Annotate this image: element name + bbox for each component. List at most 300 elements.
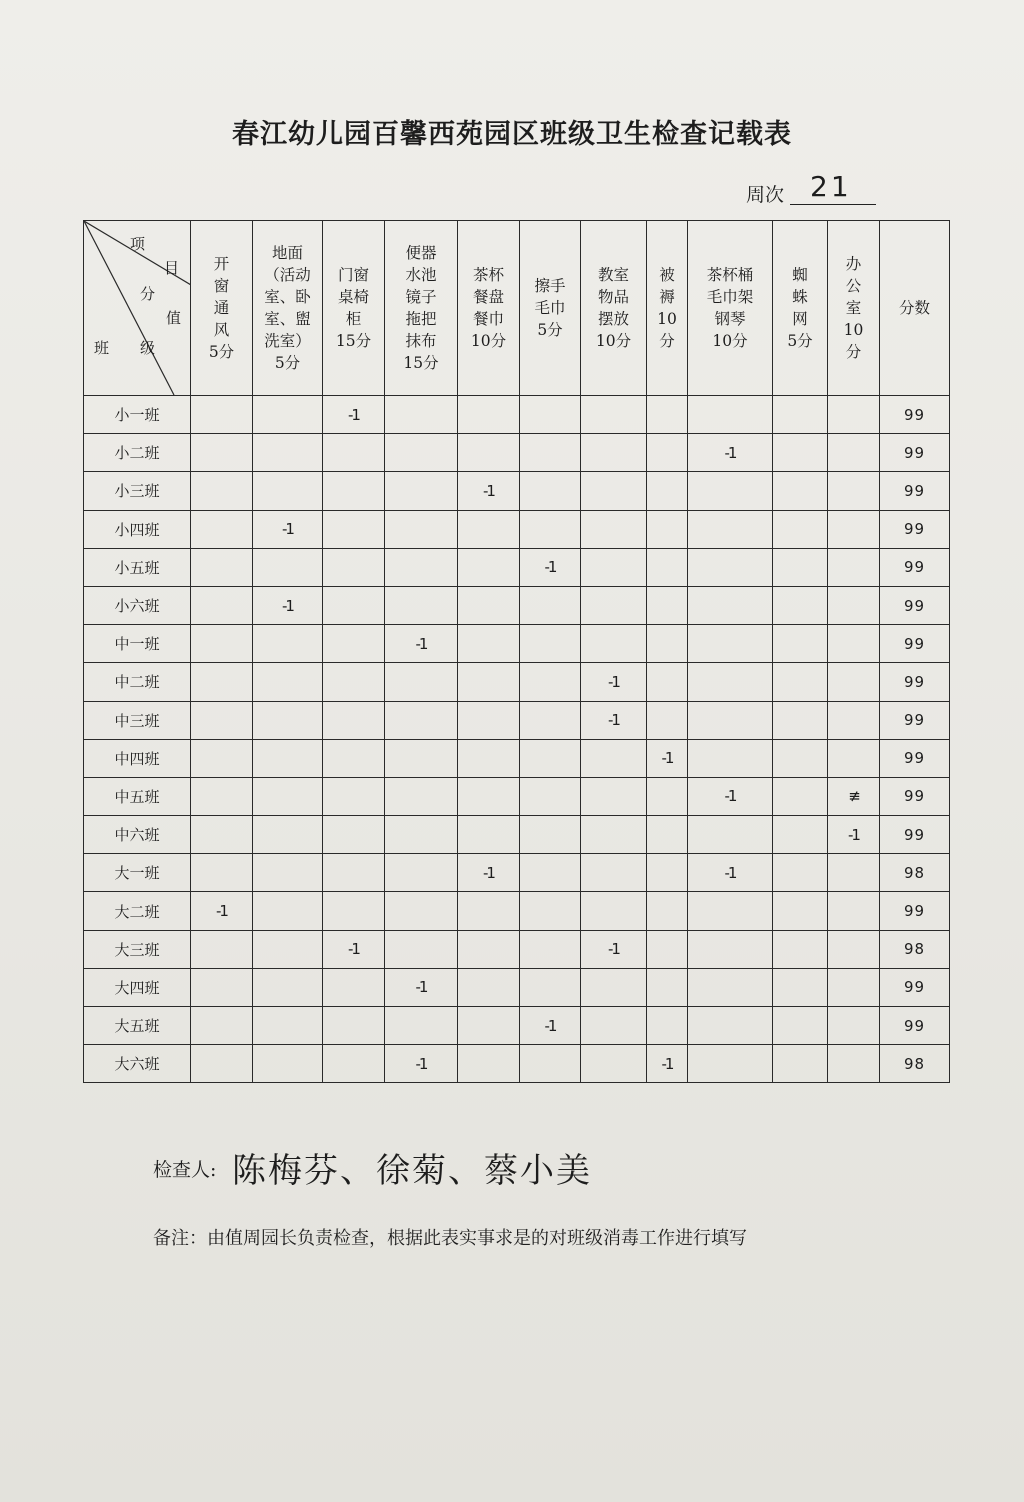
class-name: 小四班 <box>84 510 191 548</box>
deduction-cell <box>688 510 773 548</box>
column-header-line: 茶杯桶 <box>706 266 754 284</box>
deduction-cell <box>191 854 253 892</box>
deduction-cell <box>385 472 458 510</box>
score-cell: 99 <box>880 777 950 815</box>
deduction-cell <box>323 548 385 586</box>
deduction-cell <box>828 892 880 930</box>
deduction-cell <box>581 892 647 930</box>
deduction-cell <box>323 816 385 854</box>
deduction-cell: -1 <box>688 777 773 815</box>
deduction-cell <box>647 892 688 930</box>
column-header-line: 茶杯 <box>472 266 504 284</box>
deduction-cell <box>458 663 520 701</box>
deduction-cell <box>191 510 253 548</box>
deduction-cell <box>773 930 828 968</box>
table-row <box>84 586 950 624</box>
deduction-cell <box>828 739 880 777</box>
deduction-cell <box>828 434 880 472</box>
deduction-cell <box>828 1007 880 1045</box>
deduction-cell <box>191 968 253 1006</box>
deduction-cell <box>581 625 647 663</box>
deduction-cell <box>253 892 323 930</box>
deduction-cell <box>458 701 520 739</box>
deduction-cell <box>323 434 385 472</box>
deduction-cell <box>688 930 773 968</box>
deduction-cell <box>385 930 458 968</box>
column-header-line: 教室 <box>597 266 629 284</box>
deduction-cell <box>828 396 880 434</box>
column-header-line: 钢琴 <box>714 310 746 328</box>
inspector-signatures: 陈梅芬、徐菊、蔡小美 <box>232 1151 592 1191</box>
deduction-cell <box>385 739 458 777</box>
deduction-cell <box>385 816 458 854</box>
deduction-cell <box>458 1007 520 1045</box>
deduction-cell <box>191 434 253 472</box>
table-row <box>84 739 950 777</box>
table-row <box>84 548 950 586</box>
deduction-cell <box>647 510 688 548</box>
deduction-cell <box>647 434 688 472</box>
deduction-cell <box>385 777 458 815</box>
deduction-cell <box>828 548 880 586</box>
deduction-cell <box>647 968 688 1006</box>
table-row <box>84 701 950 739</box>
table-row <box>84 1045 950 1083</box>
column-header-line: 15分 <box>403 354 439 372</box>
deduction-cell <box>647 396 688 434</box>
score-cell: 99 <box>880 434 950 472</box>
deduction-cell <box>458 434 520 472</box>
deduction-cell <box>323 739 385 777</box>
column-header-line: 餐盘 <box>472 288 504 306</box>
deduction-cell <box>688 1045 773 1083</box>
deduction-cell <box>520 1045 581 1083</box>
deduction-cell <box>458 396 520 434</box>
deduction-cell <box>191 739 253 777</box>
header-row <box>84 221 950 396</box>
class-name: 小一班 <box>84 396 191 434</box>
deduction-cell: -1 <box>647 739 688 777</box>
class-name: 大五班 <box>84 1007 191 1045</box>
deduction-cell <box>647 1007 688 1045</box>
score-cell: 99 <box>880 663 950 701</box>
deduction-cell <box>323 1007 385 1045</box>
deduction-cell <box>323 854 385 892</box>
deduction-cell <box>458 739 520 777</box>
corner-label-xiang: 项 <box>130 235 146 253</box>
column-header-line: （活动 <box>264 266 311 284</box>
column-header-line: 10分 <box>712 332 748 350</box>
deduction-cell <box>647 548 688 586</box>
class-name: 中一班 <box>84 625 191 663</box>
deduction-cell <box>191 663 253 701</box>
deduction-cell <box>581 586 647 624</box>
column-header-line: 室、卧 <box>264 288 311 306</box>
table-body <box>84 396 950 1083</box>
deduction-cell <box>191 586 253 624</box>
deduction-cell <box>581 968 647 1006</box>
column-header-line: 褥 <box>659 288 675 306</box>
class-name: 中六班 <box>84 816 191 854</box>
deduction-cell <box>323 892 385 930</box>
deduction-cell <box>773 739 828 777</box>
deduction-cell <box>647 930 688 968</box>
deduction-cell <box>323 968 385 1006</box>
column-header-line: 5分 <box>208 343 235 361</box>
deduction-cell: -1 <box>385 625 458 663</box>
column-header-8 <box>688 221 773 396</box>
score-cell: 99 <box>880 396 950 434</box>
deduction-cell <box>458 548 520 586</box>
column-header-line: 网 <box>792 310 808 328</box>
score-cell: 99 <box>880 548 950 586</box>
table-row <box>84 510 950 548</box>
column-header-line: 餐巾 <box>472 310 504 328</box>
deduction-cell <box>828 1045 880 1083</box>
deduction-cell <box>828 968 880 1006</box>
table-row <box>84 472 950 510</box>
deduction-cell <box>581 510 647 548</box>
score-cell: 99 <box>880 586 950 624</box>
deduction-cell <box>385 586 458 624</box>
deduction-cell <box>323 472 385 510</box>
column-header-line: 开 <box>213 255 230 273</box>
score-cell: 98 <box>880 930 950 968</box>
deduction-cell <box>688 701 773 739</box>
deduction-cell <box>520 739 581 777</box>
deduction-cell <box>191 701 253 739</box>
column-header-line: 分 <box>659 332 675 350</box>
deduction-cell <box>520 968 581 1006</box>
deduction-cell <box>688 586 773 624</box>
deduction-cell <box>253 625 323 663</box>
column-header-line: 公 <box>845 277 862 295</box>
deduction-cell <box>385 510 458 548</box>
deduction-cell <box>191 777 253 815</box>
deduction-cell <box>828 586 880 624</box>
score-cell: 99 <box>880 625 950 663</box>
column-header-line: 15分 <box>335 332 372 350</box>
deduction-cell <box>647 701 688 739</box>
deduction-cell <box>520 816 581 854</box>
inspector-label: 检查人: <box>153 1159 217 1181</box>
deduction-cell <box>647 625 688 663</box>
column-header-line: 10 <box>843 321 864 339</box>
column-header-line: 5分 <box>537 321 563 339</box>
column-header-4 <box>458 221 520 396</box>
column-header-line: 镜子 <box>405 288 437 306</box>
column-header-0 <box>191 221 253 396</box>
column-header-6 <box>581 221 647 396</box>
class-name: 小五班 <box>84 548 191 586</box>
score-cell: 99 <box>880 968 950 1006</box>
column-header-line: 被 <box>659 266 675 284</box>
column-header-line: 门窗 <box>337 266 369 284</box>
deduction-cell <box>323 777 385 815</box>
column-header-line: 室、盥 <box>264 310 311 328</box>
deduction-cell <box>520 663 581 701</box>
deduction-cell: -1 <box>458 472 520 510</box>
column-header-line: 风 <box>213 321 230 339</box>
table-row <box>84 396 950 434</box>
deduction-cell <box>253 663 323 701</box>
deduction-cell <box>385 1007 458 1045</box>
corner-label-ban: 班 <box>94 339 110 357</box>
deduction-cell <box>773 1007 828 1045</box>
column-header-10 <box>828 221 880 396</box>
deduction-cell <box>458 968 520 1006</box>
deduction-cell <box>581 396 647 434</box>
score-cell: 99 <box>880 510 950 548</box>
corner-label-mu: 目 <box>164 259 180 277</box>
column-header-line: 拖把 <box>405 310 437 328</box>
column-header-line: 洗室） <box>264 332 311 350</box>
deduction-cell <box>647 663 688 701</box>
class-name: 小二班 <box>84 434 191 472</box>
deduction-cell: -1 <box>647 1045 688 1083</box>
column-header-line: 10分 <box>470 332 507 350</box>
class-name: 小六班 <box>84 586 191 624</box>
class-name: 中三班 <box>84 701 191 739</box>
table-row <box>84 777 950 815</box>
deduction-cell <box>688 968 773 1006</box>
deduction-cell <box>323 701 385 739</box>
deduction-cell <box>191 930 253 968</box>
column-header-line: 分数 <box>898 299 930 317</box>
deduction-cell: ≢ <box>828 777 880 815</box>
deduction-cell <box>253 701 323 739</box>
deduction-cell <box>581 739 647 777</box>
week-value: 21 <box>790 170 876 205</box>
deduction-cell <box>688 548 773 586</box>
deduction-cell <box>385 663 458 701</box>
deduction-cell <box>253 1007 323 1045</box>
deduction-cell <box>191 625 253 663</box>
deduction-cell <box>191 816 253 854</box>
table-row <box>84 1007 950 1045</box>
deduction-cell <box>647 854 688 892</box>
deduction-cell <box>773 968 828 1006</box>
deduction-cell <box>688 816 773 854</box>
deduction-cell <box>323 510 385 548</box>
deduction-cell: -1 <box>253 586 323 624</box>
class-name: 中五班 <box>84 777 191 815</box>
deduction-cell <box>253 968 323 1006</box>
deduction-cell <box>253 1045 323 1083</box>
score-cell: 99 <box>880 816 950 854</box>
column-header-line: 擦手 <box>534 277 566 295</box>
deduction-cell <box>688 396 773 434</box>
deduction-cell <box>520 777 581 815</box>
score-cell: 99 <box>880 472 950 510</box>
deduction-cell <box>458 777 520 815</box>
deduction-cell <box>520 625 581 663</box>
column-header-line: 物品 <box>597 288 629 306</box>
deduction-cell <box>773 892 828 930</box>
class-name: 大四班 <box>84 968 191 1006</box>
deduction-cell <box>828 663 880 701</box>
deduction-cell <box>458 625 520 663</box>
class-name: 大三班 <box>84 930 191 968</box>
deduction-cell <box>581 434 647 472</box>
class-name: 大六班 <box>84 1045 191 1083</box>
deduction-cell <box>191 1045 253 1083</box>
deduction-cell <box>581 472 647 510</box>
deduction-cell <box>385 548 458 586</box>
deduction-cell <box>458 510 520 548</box>
corner-label-ji: 级 <box>140 339 156 357</box>
column-header-line: 5分 <box>787 332 813 350</box>
deduction-cell <box>385 396 458 434</box>
class-name: 中二班 <box>84 663 191 701</box>
deduction-cell: -1 <box>191 892 253 930</box>
class-name: 小三班 <box>84 472 191 510</box>
deduction-cell: -1 <box>323 930 385 968</box>
deduction-cell: -1 <box>688 854 773 892</box>
column-header-1 <box>253 221 323 396</box>
deduction-cell <box>773 434 828 472</box>
deduction-cell <box>323 586 385 624</box>
deduction-cell <box>191 1007 253 1045</box>
score-cell: 99 <box>880 739 950 777</box>
deduction-cell <box>323 625 385 663</box>
deduction-cell <box>385 434 458 472</box>
column-header-line: 5分 <box>274 354 301 372</box>
deduction-cell <box>688 472 773 510</box>
deduction-cell <box>581 816 647 854</box>
deduction-cell <box>385 892 458 930</box>
column-header-line: 分 <box>845 343 862 361</box>
score-cell: 99 <box>880 1007 950 1045</box>
column-header-line: 蛛 <box>792 288 808 306</box>
column-header-line: 蜘 <box>792 266 808 284</box>
table-row <box>84 625 950 663</box>
column-header-line: 窗 <box>213 277 230 295</box>
column-header-line: 摆放 <box>597 310 629 328</box>
deduction-cell <box>253 777 323 815</box>
deduction-cell <box>253 472 323 510</box>
deduction-cell <box>773 854 828 892</box>
deduction-cell <box>520 510 581 548</box>
deduction-cell <box>773 816 828 854</box>
column-header-line: 桌椅 <box>337 288 369 306</box>
deduction-cell <box>191 548 253 586</box>
deduction-cell <box>773 663 828 701</box>
deduction-cell: -1 <box>581 701 647 739</box>
column-header-line: 地面 <box>271 244 303 262</box>
column-header-line: 10 <box>657 310 677 328</box>
column-header-5 <box>520 221 581 396</box>
deduction-cell: -1 <box>323 396 385 434</box>
deduction-cell <box>647 586 688 624</box>
deduction-cell <box>253 396 323 434</box>
deduction-cell: -1 <box>253 510 323 548</box>
class-name: 大一班 <box>84 854 191 892</box>
column-header-line: 通 <box>213 299 230 317</box>
deduction-cell <box>773 701 828 739</box>
deduction-cell <box>253 930 323 968</box>
deduction-cell <box>688 739 773 777</box>
deduction-cell <box>688 663 773 701</box>
column-header-2 <box>323 221 385 396</box>
column-header-7 <box>647 221 688 396</box>
table-row <box>84 663 950 701</box>
column-header-line: 毛巾 <box>534 299 566 317</box>
deduction-cell <box>773 472 828 510</box>
table-row <box>84 968 950 1006</box>
inspection-table <box>83 220 950 1083</box>
deduction-cell: -1 <box>458 854 520 892</box>
score-cell: 98 <box>880 854 950 892</box>
deduction-cell <box>458 816 520 854</box>
deduction-cell: -1 <box>385 968 458 1006</box>
deduction-cell <box>581 854 647 892</box>
column-header-11 <box>880 221 950 396</box>
deduction-cell <box>458 1045 520 1083</box>
deduction-cell <box>828 472 880 510</box>
deduction-cell <box>191 472 253 510</box>
deduction-cell <box>253 739 323 777</box>
deduction-cell <box>323 663 385 701</box>
deduction-cell <box>458 930 520 968</box>
score-cell: 98 <box>880 1045 950 1083</box>
deduction-cell <box>773 777 828 815</box>
class-name: 大二班 <box>84 892 191 930</box>
deduction-cell <box>773 586 828 624</box>
deduction-cell <box>253 854 323 892</box>
deduction-cell <box>688 1007 773 1045</box>
deduction-cell: -1 <box>828 816 880 854</box>
deduction-cell <box>458 586 520 624</box>
deduction-cell: -1 <box>581 663 647 701</box>
column-header-9 <box>773 221 828 396</box>
deduction-cell <box>688 625 773 663</box>
remark-note: 备注：由值周园长负责检查，根据此表实事求是的对班级消毒工作进行填写 <box>153 1228 747 1249</box>
deduction-cell <box>773 396 828 434</box>
deduction-cell <box>828 854 880 892</box>
deduction-cell <box>647 777 688 815</box>
week-label: 周次 <box>746 184 785 206</box>
column-header-line: 室 <box>845 299 862 317</box>
deduction-cell <box>520 930 581 968</box>
deduction-cell <box>520 892 581 930</box>
class-name: 中四班 <box>84 739 191 777</box>
deduction-cell <box>581 1007 647 1045</box>
deduction-cell <box>773 548 828 586</box>
deduction-cell <box>520 434 581 472</box>
corner-label-zhi: 值 <box>166 309 182 327</box>
deduction-cell <box>520 586 581 624</box>
column-header-line: 柜 <box>345 310 362 328</box>
corner-label-fen: 分 <box>140 285 156 303</box>
table-row <box>84 930 950 968</box>
table-row <box>84 854 950 892</box>
deduction-cell <box>253 548 323 586</box>
deduction-cell <box>828 701 880 739</box>
deduction-cell <box>253 816 323 854</box>
deduction-cell: -1 <box>520 1007 581 1045</box>
deduction-cell <box>253 434 323 472</box>
corner-cell <box>84 221 191 396</box>
form-title: 春江幼儿园百馨西苑园区班级卫生检查记载表 <box>232 119 792 150</box>
deduction-cell <box>520 472 581 510</box>
deduction-cell <box>520 701 581 739</box>
column-header-line: 水池 <box>405 266 437 284</box>
deduction-cell <box>385 854 458 892</box>
score-cell: 99 <box>880 892 950 930</box>
deduction-cell <box>581 1045 647 1083</box>
deduction-cell <box>647 816 688 854</box>
